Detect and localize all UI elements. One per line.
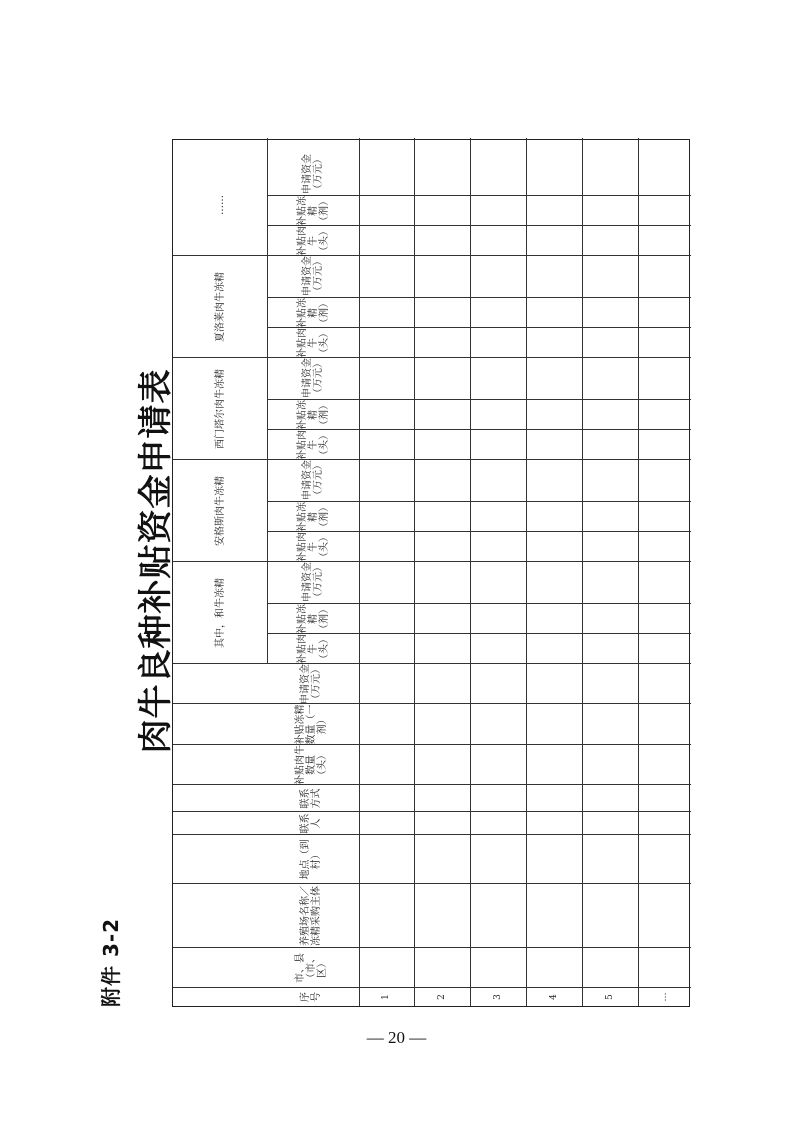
sub-column-label: 补贴肉牛（头） (296, 532, 330, 562)
column-divider (173, 744, 691, 745)
header-phone: 联系方式 (300, 788, 322, 809)
header-contact: 联系人 (300, 813, 322, 834)
application-table (172, 139, 690, 1007)
header-farm: 养殖场名称／冻精采购主体 (300, 886, 322, 946)
column-divider (173, 883, 691, 884)
row-divider (526, 138, 527, 1006)
sub-column-label: 申请资金（万元） (302, 460, 324, 500)
column-divider (173, 703, 691, 704)
breed-group-name: 夏洛莱肉牛冻精 (214, 272, 226, 342)
sub-column-label: 补贴肉牛（头） (296, 430, 330, 460)
column-divider (173, 784, 691, 785)
sub-column-label: 申请资金（万元） (302, 256, 324, 296)
row-divider (582, 138, 583, 1006)
breed-group-name: 西门塔尔肉牛冻精 (214, 369, 226, 449)
header-seq: 序号 (300, 992, 322, 1002)
column-divider (173, 947, 691, 948)
row-divider (638, 138, 639, 1006)
header-semen: 补贴冻精数量（一剂） (294, 704, 328, 745)
attachment-label: 附件 3-2 (99, 917, 123, 1007)
row-number: 2 (436, 994, 447, 1000)
column-divider (173, 811, 691, 812)
header-cattle: 补贴肉牛数量（头） (294, 745, 328, 785)
page-title: 肉牛良种补贴资金申请表 (136, 368, 176, 754)
sub-column-label: 补贴冻精（剂） (296, 196, 330, 226)
row-number: 1 (381, 994, 391, 1000)
sub-column-label: 申请资金（万元） (302, 154, 324, 194)
row-divider (470, 138, 471, 1006)
row-number: 4 (548, 994, 559, 1000)
breed-group-name: …… (214, 195, 226, 215)
sub-column-label: 补贴肉牛（头） (296, 634, 330, 664)
row-divider (414, 138, 415, 1006)
breed-group-name: 其中，和牛冻精 (214, 578, 226, 648)
sub-column-label: 补贴冻精（剂） (296, 400, 330, 430)
sub-column-label: 补贴肉牛（头） (296, 328, 330, 358)
sub-column-label: 补贴冻精（剂） (296, 502, 330, 532)
sub-column-label: 补贴冻精（剂） (296, 604, 330, 634)
row-number: 5 (604, 994, 615, 1000)
row-number: 3 (492, 994, 503, 1000)
sub-column-label: 申请资金（万元） (302, 358, 324, 398)
column-divider (173, 834, 691, 835)
header-funds: 申请资金（万元） (300, 664, 322, 704)
page-number: — 20 — (366, 1028, 427, 1047)
sub-column-label: 补贴冻精（剂） (296, 298, 330, 328)
breed-group-name: 安格斯肉牛冻精 (214, 476, 226, 546)
sub-column-label: 补贴肉牛（头） (296, 226, 330, 256)
row-number: … (659, 992, 669, 1002)
row-divider (359, 138, 360, 1006)
header-city: 市、县（市、区） (294, 953, 328, 983)
header-location: 地点（到村） (300, 839, 322, 880)
sub-column-label: 申请资金（万元） (302, 562, 324, 602)
